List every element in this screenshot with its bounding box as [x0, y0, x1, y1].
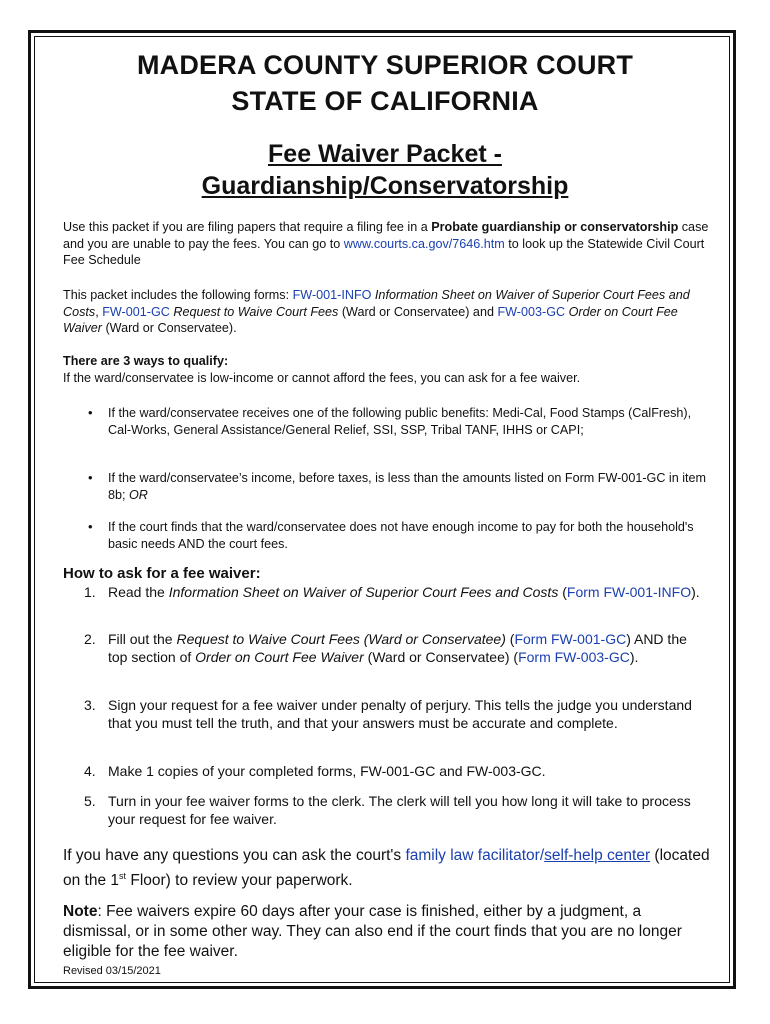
state-heading: STATE OF CALIFORNIA [231, 86, 539, 116]
form-fw003gc-suffix: (Ward or Conservatee). [101, 321, 237, 335]
bullet-marker-1: • [88, 405, 93, 420]
family-law-facilitator-link[interactable]: family law facilitator [405, 847, 540, 864]
self-help-center-link[interactable]: self-help center [544, 847, 651, 864]
qualify-item-2-text: If the ward/conservatee’s income, before taxes, is less than the amounts listed on Form FW-001-GC in item 8b; [108, 471, 706, 502]
questions-text-1: If you have any questions you can ask the court's [63, 847, 406, 864]
form-fw001gc-link[interactable]: FW-001-GC [102, 304, 170, 319]
note-paragraph [63, 902, 713, 962]
forms-paragraph [63, 287, 713, 337]
step-1-text-c: ). [691, 584, 700, 600]
step-2-form-link-2[interactable]: Form FW-003-GC [518, 648, 630, 665]
how-to-heading: How to ask for a fee waiver: [63, 565, 261, 582]
intro-paragraph [63, 219, 713, 269]
revised-date: Revised 03/15/2021 [63, 965, 161, 977]
form-fw003gc-link[interactable]: FW-003-GC [497, 304, 566, 319]
questions-text-3: Floor) to review your paperwork. [126, 872, 353, 890]
intro-text-3: to look up the Statewide Civil Court Fee Schedule [63, 236, 705, 267]
questions-text-2: (located on the 1 [63, 847, 710, 890]
qualify-heading: There are 3 ways to qualify: [63, 354, 229, 368]
step-2-text-d: (Ward or Conservatee) ( [363, 648, 519, 665]
step-1-text-a: Read the [108, 584, 169, 600]
intro-bold-case-type: Probate guardianship or conservatorship [431, 220, 679, 234]
form-fw001info-link[interactable]: FW-001-INFO [292, 288, 372, 302]
step-2 [108, 631, 708, 666]
step-5-number: 5. [84, 793, 96, 809]
step-4-number: 4. [84, 763, 96, 779]
fee-schedule-link[interactable]: www.courts.ca.gov/7646.htm [343, 236, 505, 251]
qualify-intro: If the ward/conservatee is low-income or cannot afford the fees, you can ask for a fee waiver. [63, 371, 581, 385]
note-text: : Fee waivers expire 60 days after your case is finished, either by a judgment, a dismissal, or in some other way. They can also end if the court finds that you are no longer eligible for the fee waiver. [63, 903, 682, 960]
qualify-item-1: If the ward/conservatee receives one of the following public benefits: Medi-Cal, Food Stamps (CalFresh), Cal-Works, General Assistance/General Relief, SSI, SSP, Tribal TANF, IHHS or CAPI; [108, 406, 692, 437]
step-2-text-e: ). [629, 648, 639, 665]
step-1-number: 1. [84, 584, 96, 600]
step-2-number: 2. [84, 631, 96, 647]
qualify-item-2-or: OR [129, 487, 148, 502]
step-1-form-link[interactable]: Form FW-001-INFO [566, 584, 692, 600]
court-name-heading: MADERA COUNTY SUPERIOR COURT [136, 50, 634, 80]
qualify-item-2 [108, 470, 708, 503]
step-2-italic-2: Order on Court Fee Waiver [195, 648, 364, 665]
step-1-text-b: ( [558, 584, 567, 600]
step-1-italic: Information Sheet on Waiver of Superior Court Fees and Costs [168, 584, 559, 600]
form-fw001gc-suffix: (Ward or Conservatee) and [338, 304, 498, 319]
note-label: Note [63, 903, 98, 920]
step-4: Make 1 copies of your completed forms, FW-001-GC and FW-003-GC. [108, 763, 546, 779]
forms-text-1: This packet includes the following forms: [63, 288, 293, 302]
packet-title-line1: Fee Waiver Packet - [268, 140, 502, 168]
bullet-marker-2: • [88, 470, 93, 485]
step-3: Sign your request for a fee waiver under penalty of perjury. This tells the judge you understand that you must tell the truth, and that your answers must be accurate and complete. [108, 697, 692, 731]
form-fw001info-name: Information Sheet on Waiver of Superior Court Fees and Costs [63, 288, 690, 319]
step-1 [108, 584, 708, 602]
link-separator: / [539, 847, 545, 864]
bullet-marker-3: • [88, 519, 93, 534]
forms-separator: , [95, 304, 103, 319]
step-2-text-c: ) AND the top section of [108, 631, 687, 665]
packet-title-line2: Guardianship/Conservatorship [201, 172, 569, 200]
step-2-form-link-1[interactable]: Form FW-001-GC [514, 631, 627, 647]
intro-text-2: case and you are unable to pay the fees. You can go to [63, 220, 709, 251]
questions-paragraph [63, 846, 713, 891]
step-2-italic-1: Request to Waive Court Fees (Ward or Conservatee) [176, 631, 506, 647]
step-5: Turn in your fee waiver forms to the clerk. The clerk will tell you how long it will take to process your request for fee waiver. [108, 793, 691, 827]
form-fw001gc-name: Request to Waive Court Fees [169, 304, 339, 319]
form-fw003gc-name: Order on Court Fee Waiver [63, 304, 678, 335]
floor-superscript: st [119, 871, 127, 881]
intro-text-1: Use this packet if you are filing papers that require a filing fee in a [63, 220, 432, 234]
step-3-number: 3. [84, 697, 96, 713]
step-2-text-b: ( [505, 631, 515, 647]
step-2-text-a: Fill out the [108, 631, 177, 647]
qualify-item-3: If the court finds that the ward/conservatee does not have enough income to pay for both the household's basic needs AND the court fees. [108, 520, 694, 551]
